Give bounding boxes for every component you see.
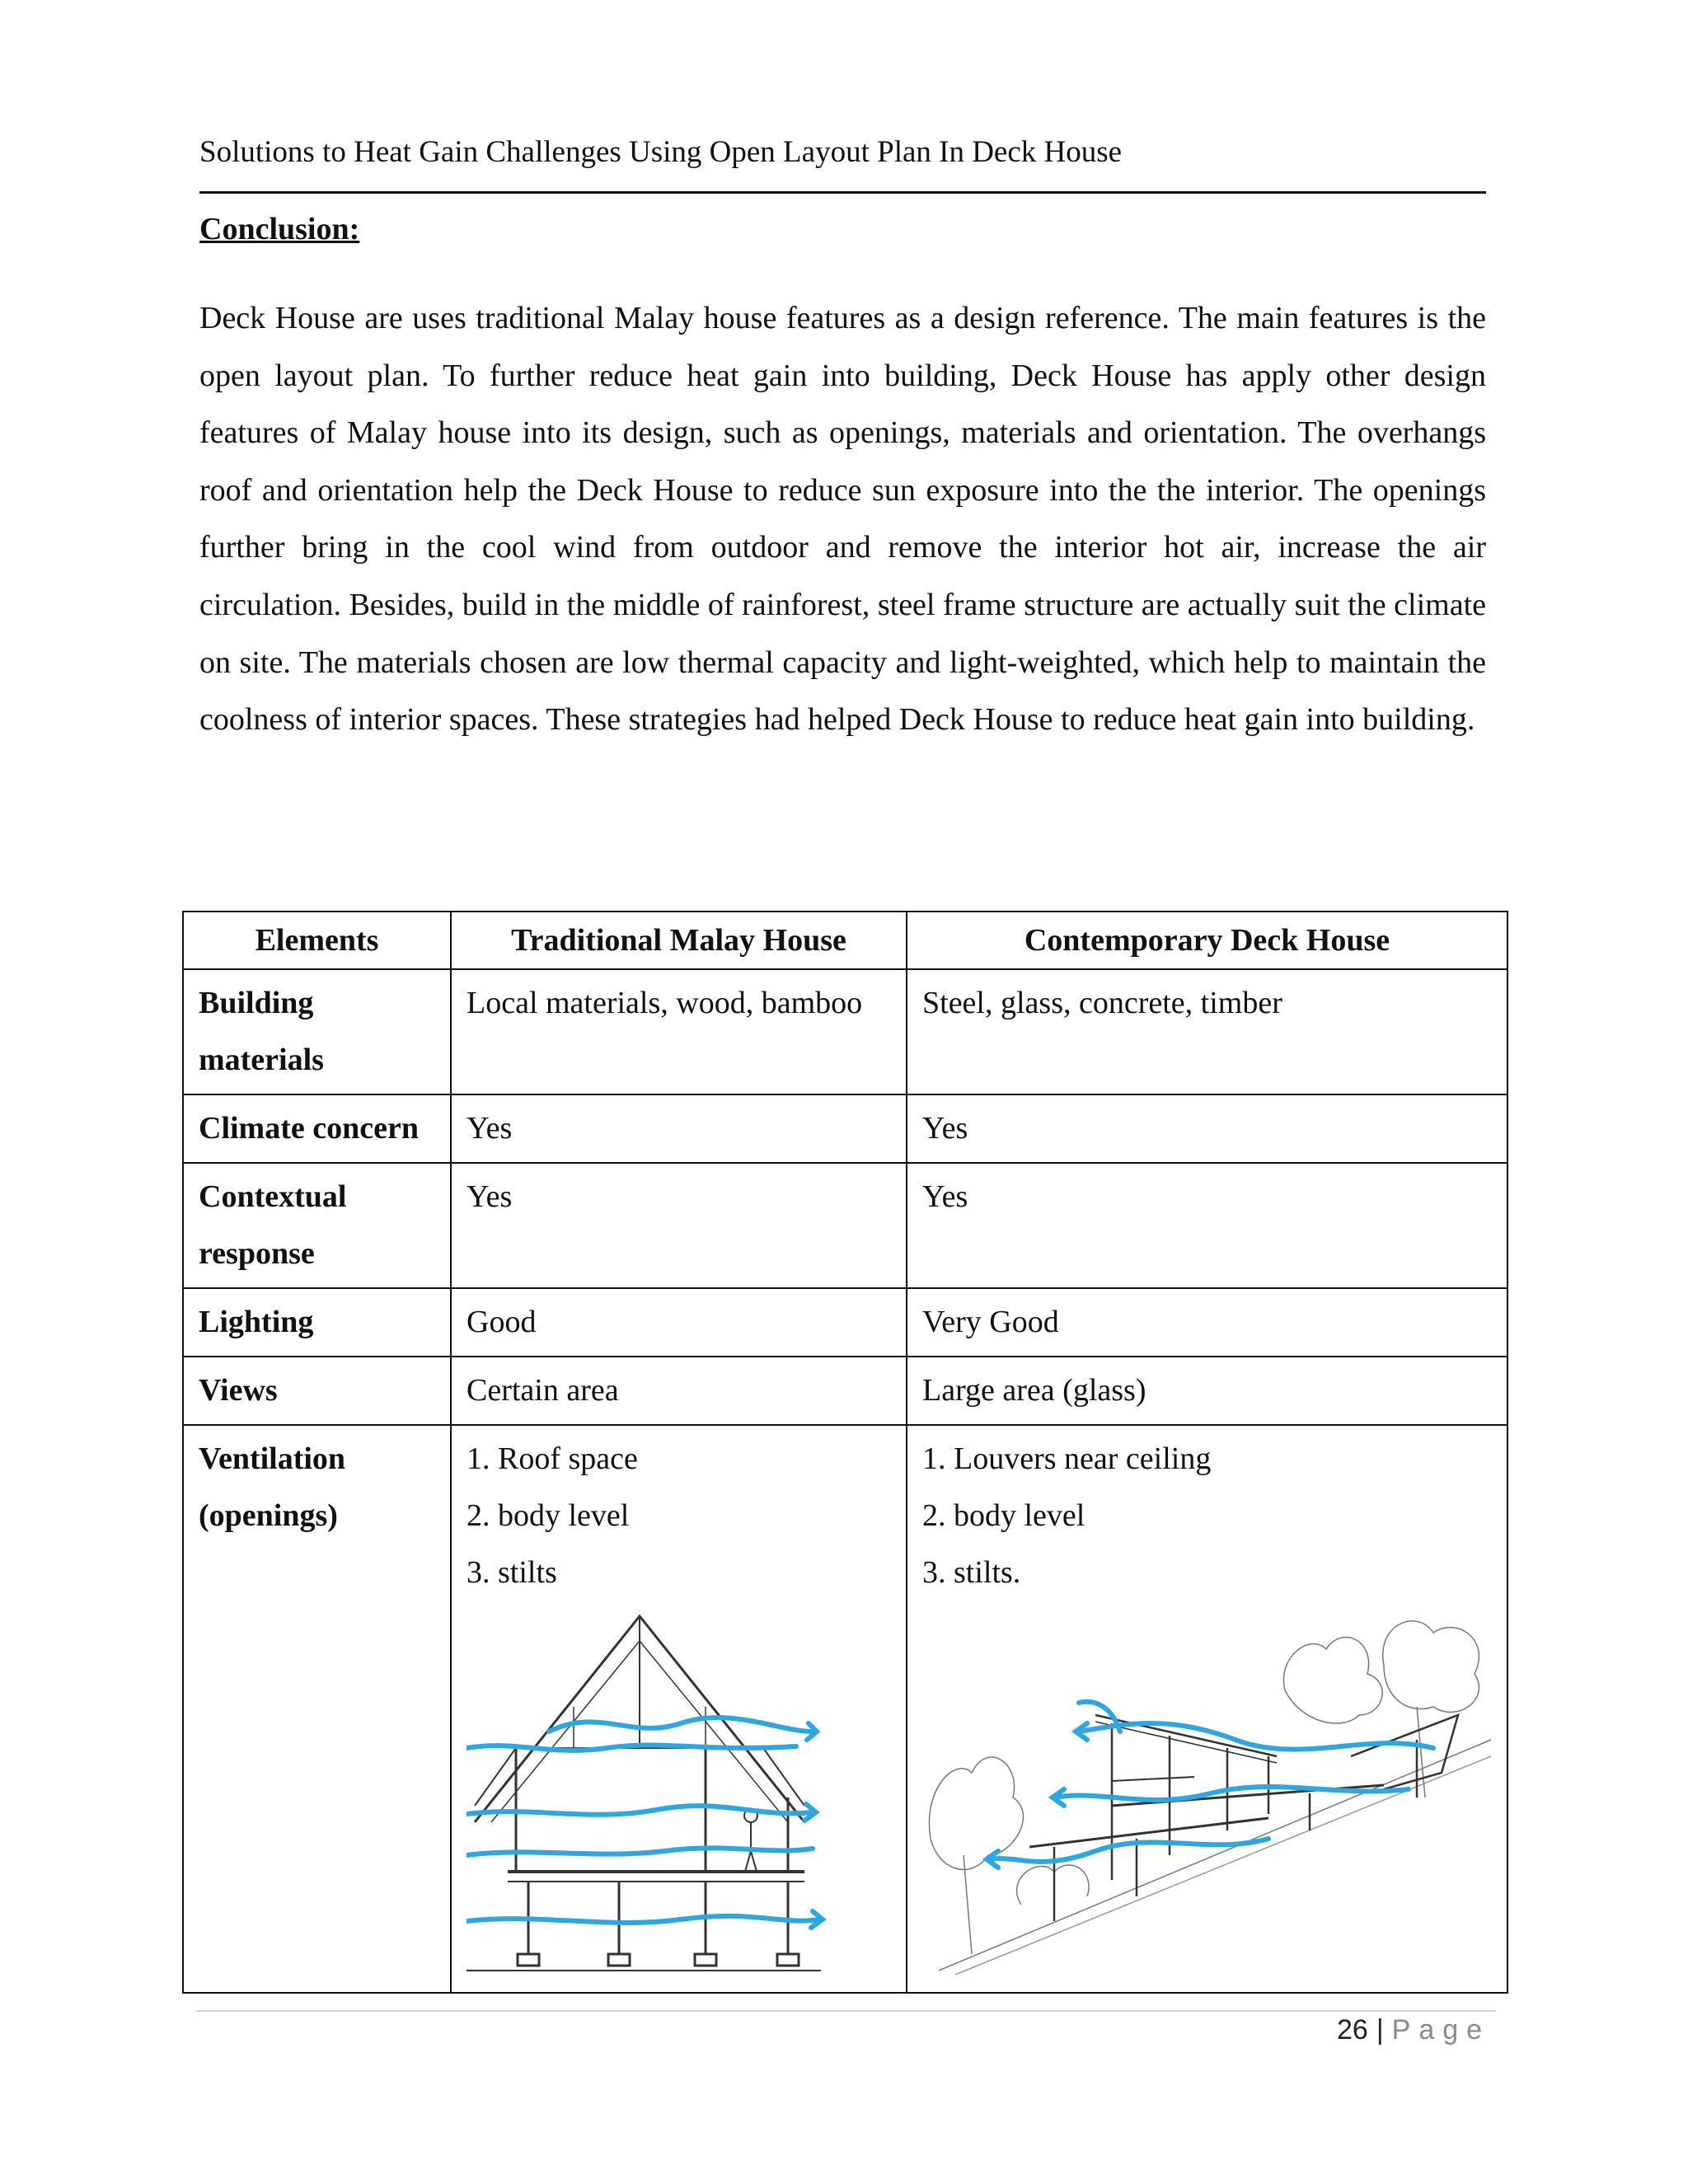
row-label: Views (183, 1357, 451, 1425)
malay-vent-item: 3. stilts (467, 1555, 557, 1590)
running-header: Solutions to Heat Gain Challenges Using Open Layout Plan In Deck House (199, 135, 1123, 169)
conclusion-paragraph: Deck House are uses traditional Malay house features as a design reference. The main features is the open layout plan. To further reduce heat gain into building, Deck House has apply other design features of Malay house into its design, such as openings, materials and orientation. The overhangs roof and orientation help the Deck House to reduce sun exposure into the the interior. The openings further bring in the cool wind from outdoor and remove the interior hot air, increase the air circulation. Besides, build in the middle of rainforest, steel frame structure are actually suit the climate on site. The materials chosen are low thermal capacity and light-weighted, which help to maintain the coolness of interior spaces. These strategies had helped Deck House to reduce heat gain into building. (199, 301, 1486, 738)
deck-house-airflow-sketch (922, 1608, 1491, 1987)
deck-value: Steel, glass, concrete, timber (907, 969, 1507, 1094)
header-deck-house: Contemporary Deck House (907, 912, 1507, 969)
header-rule (199, 191, 1486, 194)
deck-value: Very Good (907, 1288, 1507, 1357)
malay-value: Good (451, 1288, 907, 1357)
malay-house-airflow-sketch (467, 1608, 879, 1987)
table-row (183, 1163, 1507, 1288)
deck-vent-item: 2. body level (922, 1498, 1085, 1533)
malay-value: Yes (451, 1163, 907, 1288)
row-label: Climate concern (183, 1094, 451, 1163)
row-label: Contextual response (183, 1163, 451, 1288)
header-malay-house: Traditional Malay House (451, 912, 907, 969)
table-row (183, 1288, 1507, 1357)
deck-value: Large area (glass) (907, 1357, 1507, 1425)
table-row-ventilation (183, 1425, 1507, 1993)
deck-value: Yes (907, 1163, 1507, 1288)
deck-vent-item: 3. stilts. (922, 1555, 1021, 1590)
section-title: Conclusion: (199, 212, 360, 246)
malay-ventilation-cell (451, 1425, 907, 1993)
malay-value: Certain area (451, 1357, 907, 1425)
table-row (183, 1357, 1507, 1425)
table-row (183, 1094, 1507, 1163)
malay-vent-item: 1. Roof space (467, 1441, 638, 1476)
malay-value: Local materials, wood, bamboo (451, 969, 907, 1094)
malay-value: Yes (451, 1094, 907, 1163)
table-header-row (183, 912, 1507, 969)
deck-vent-item: 1. Louvers near ceiling (922, 1441, 1212, 1476)
row-label: Building materials (183, 969, 451, 1094)
deck-ventilation-cell (907, 1425, 1507, 1993)
page-number: 26 (1337, 2014, 1368, 2046)
header-elements: Elements (183, 912, 451, 969)
row-label: Lighting (183, 1288, 451, 1357)
table-row (183, 969, 1507, 1094)
deck-value: Yes (907, 1094, 1507, 1163)
page-word: Page (1391, 2014, 1491, 2046)
malay-vent-item: 2. body level (467, 1498, 630, 1533)
row-label: Ventilation (openings) (183, 1425, 451, 1993)
footer-rule (196, 2010, 1496, 2012)
page-separator: | (1376, 2014, 1384, 2046)
page-footer (1337, 2014, 1490, 2046)
comparison-table (182, 911, 1508, 1994)
